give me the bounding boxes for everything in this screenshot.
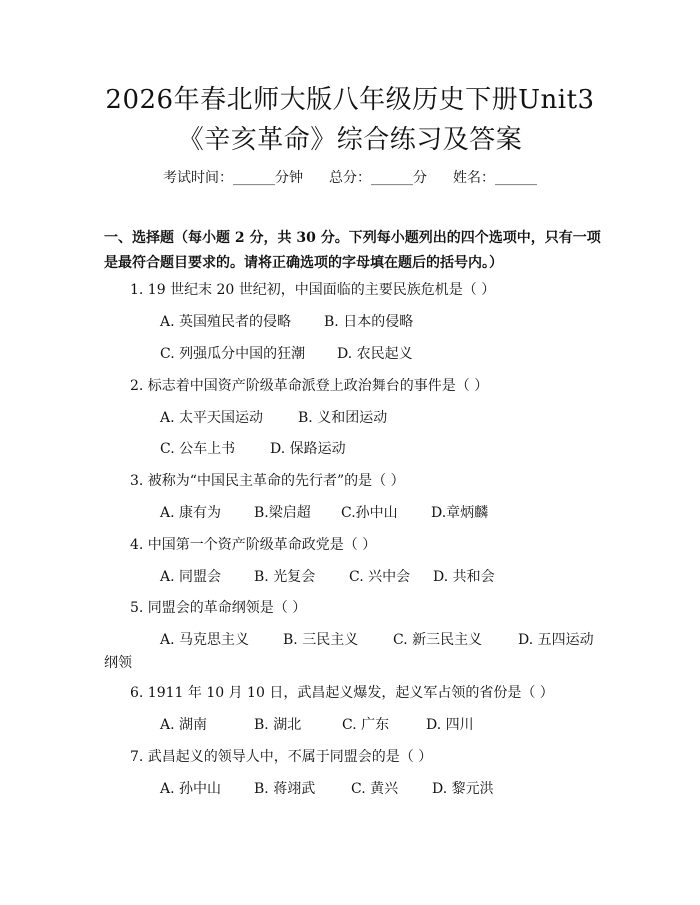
option: B.梁启超 — [254, 505, 311, 521]
student-name-field: 姓名：______ — [453, 170, 537, 186]
option-row — [160, 439, 346, 459]
option: B. 三民主义 — [283, 632, 359, 648]
exam-info — [0, 168, 700, 188]
option-row — [160, 408, 387, 428]
option: B. 光复会 — [254, 569, 316, 585]
total-score-field: 总分：______分 — [329, 170, 427, 186]
question-stem: 7. 武昌起义的领导人中，不属于同盟会的是（ ） — [130, 749, 433, 765]
option: D.章炳麟 — [431, 505, 489, 521]
section-heading: 一、选择题（每小题 2 分，共 30 分。下列每小题列出的四个选项中，只有一项是最符合题目要求的。请将正确选项的字母填在题后的括号内。） — [104, 230, 601, 271]
question-stem: 4. 中国第一个资产阶级革命政党是（ ） — [130, 537, 377, 553]
question-stem: 5. 同盟会的革命纲领是（ ） — [130, 600, 307, 616]
option: A. 太平天国运动 — [160, 410, 264, 426]
option: C. 公车上书 — [160, 441, 236, 457]
question-stem: 6. 1911 年 10 月 10 日，武昌起义爆发，起义军占领的省份是（ ） — [130, 685, 554, 701]
option-wrap-text: 纲领 — [104, 655, 132, 671]
exam-time-field: 考试时间：______分钟 — [163, 170, 303, 186]
option-row — [160, 312, 413, 332]
question-stem: 1. 19 世纪末 20 世纪初，中国面临的主要民族危机是（ ） — [130, 282, 496, 298]
option: D. 四川 — [426, 717, 474, 733]
option: A. 康有为 — [160, 505, 222, 521]
option: C.孙中山 — [341, 505, 398, 521]
option: D. 共和会 — [433, 569, 495, 585]
page-title-line1: 2026年春北师大版八年级历史下册Unit3 — [105, 85, 595, 115]
option: B. 义和团运动 — [298, 410, 388, 426]
option: B. 蒋翊武 — [254, 781, 316, 797]
option: A. 马克思主义 — [160, 632, 250, 648]
option: C. 广东 — [342, 717, 390, 733]
option: A. 英国殖民者的侵略 — [160, 314, 292, 330]
option-row — [160, 344, 413, 364]
option-row — [160, 503, 488, 523]
option: D. 黎元洪 — [432, 781, 494, 797]
option: B. 湖北 — [254, 717, 302, 733]
option: A. 同盟会 — [160, 569, 222, 585]
option-row — [160, 567, 495, 587]
option: C. 列强瓜分中国的狂潮 — [160, 346, 306, 362]
option: D. 农民起义 — [337, 346, 413, 362]
option: C. 兴中会 — [349, 569, 411, 585]
question-stem: 2. 标志着中国资产阶级革命派登上政治舞台的事件是（ ） — [130, 378, 489, 394]
option: A. 湖南 — [160, 717, 208, 733]
option: D. 保路运动 — [270, 441, 346, 457]
option: B. 日本的侵略 — [324, 314, 414, 330]
option: C. 新三民主义 — [393, 632, 483, 648]
option: A. 孙中山 — [160, 781, 222, 797]
page-title-line2: 《辛亥革命》综合练习及答案 — [177, 125, 523, 155]
option: C. 黄兴 — [351, 781, 399, 797]
option: D. 五四运动 — [518, 632, 594, 648]
option-row — [160, 779, 494, 799]
option-row — [160, 630, 594, 650]
question-stem: 3. 被称为“中国民主革命的先行者”的是（ ） — [130, 473, 405, 489]
option-row — [160, 715, 474, 735]
